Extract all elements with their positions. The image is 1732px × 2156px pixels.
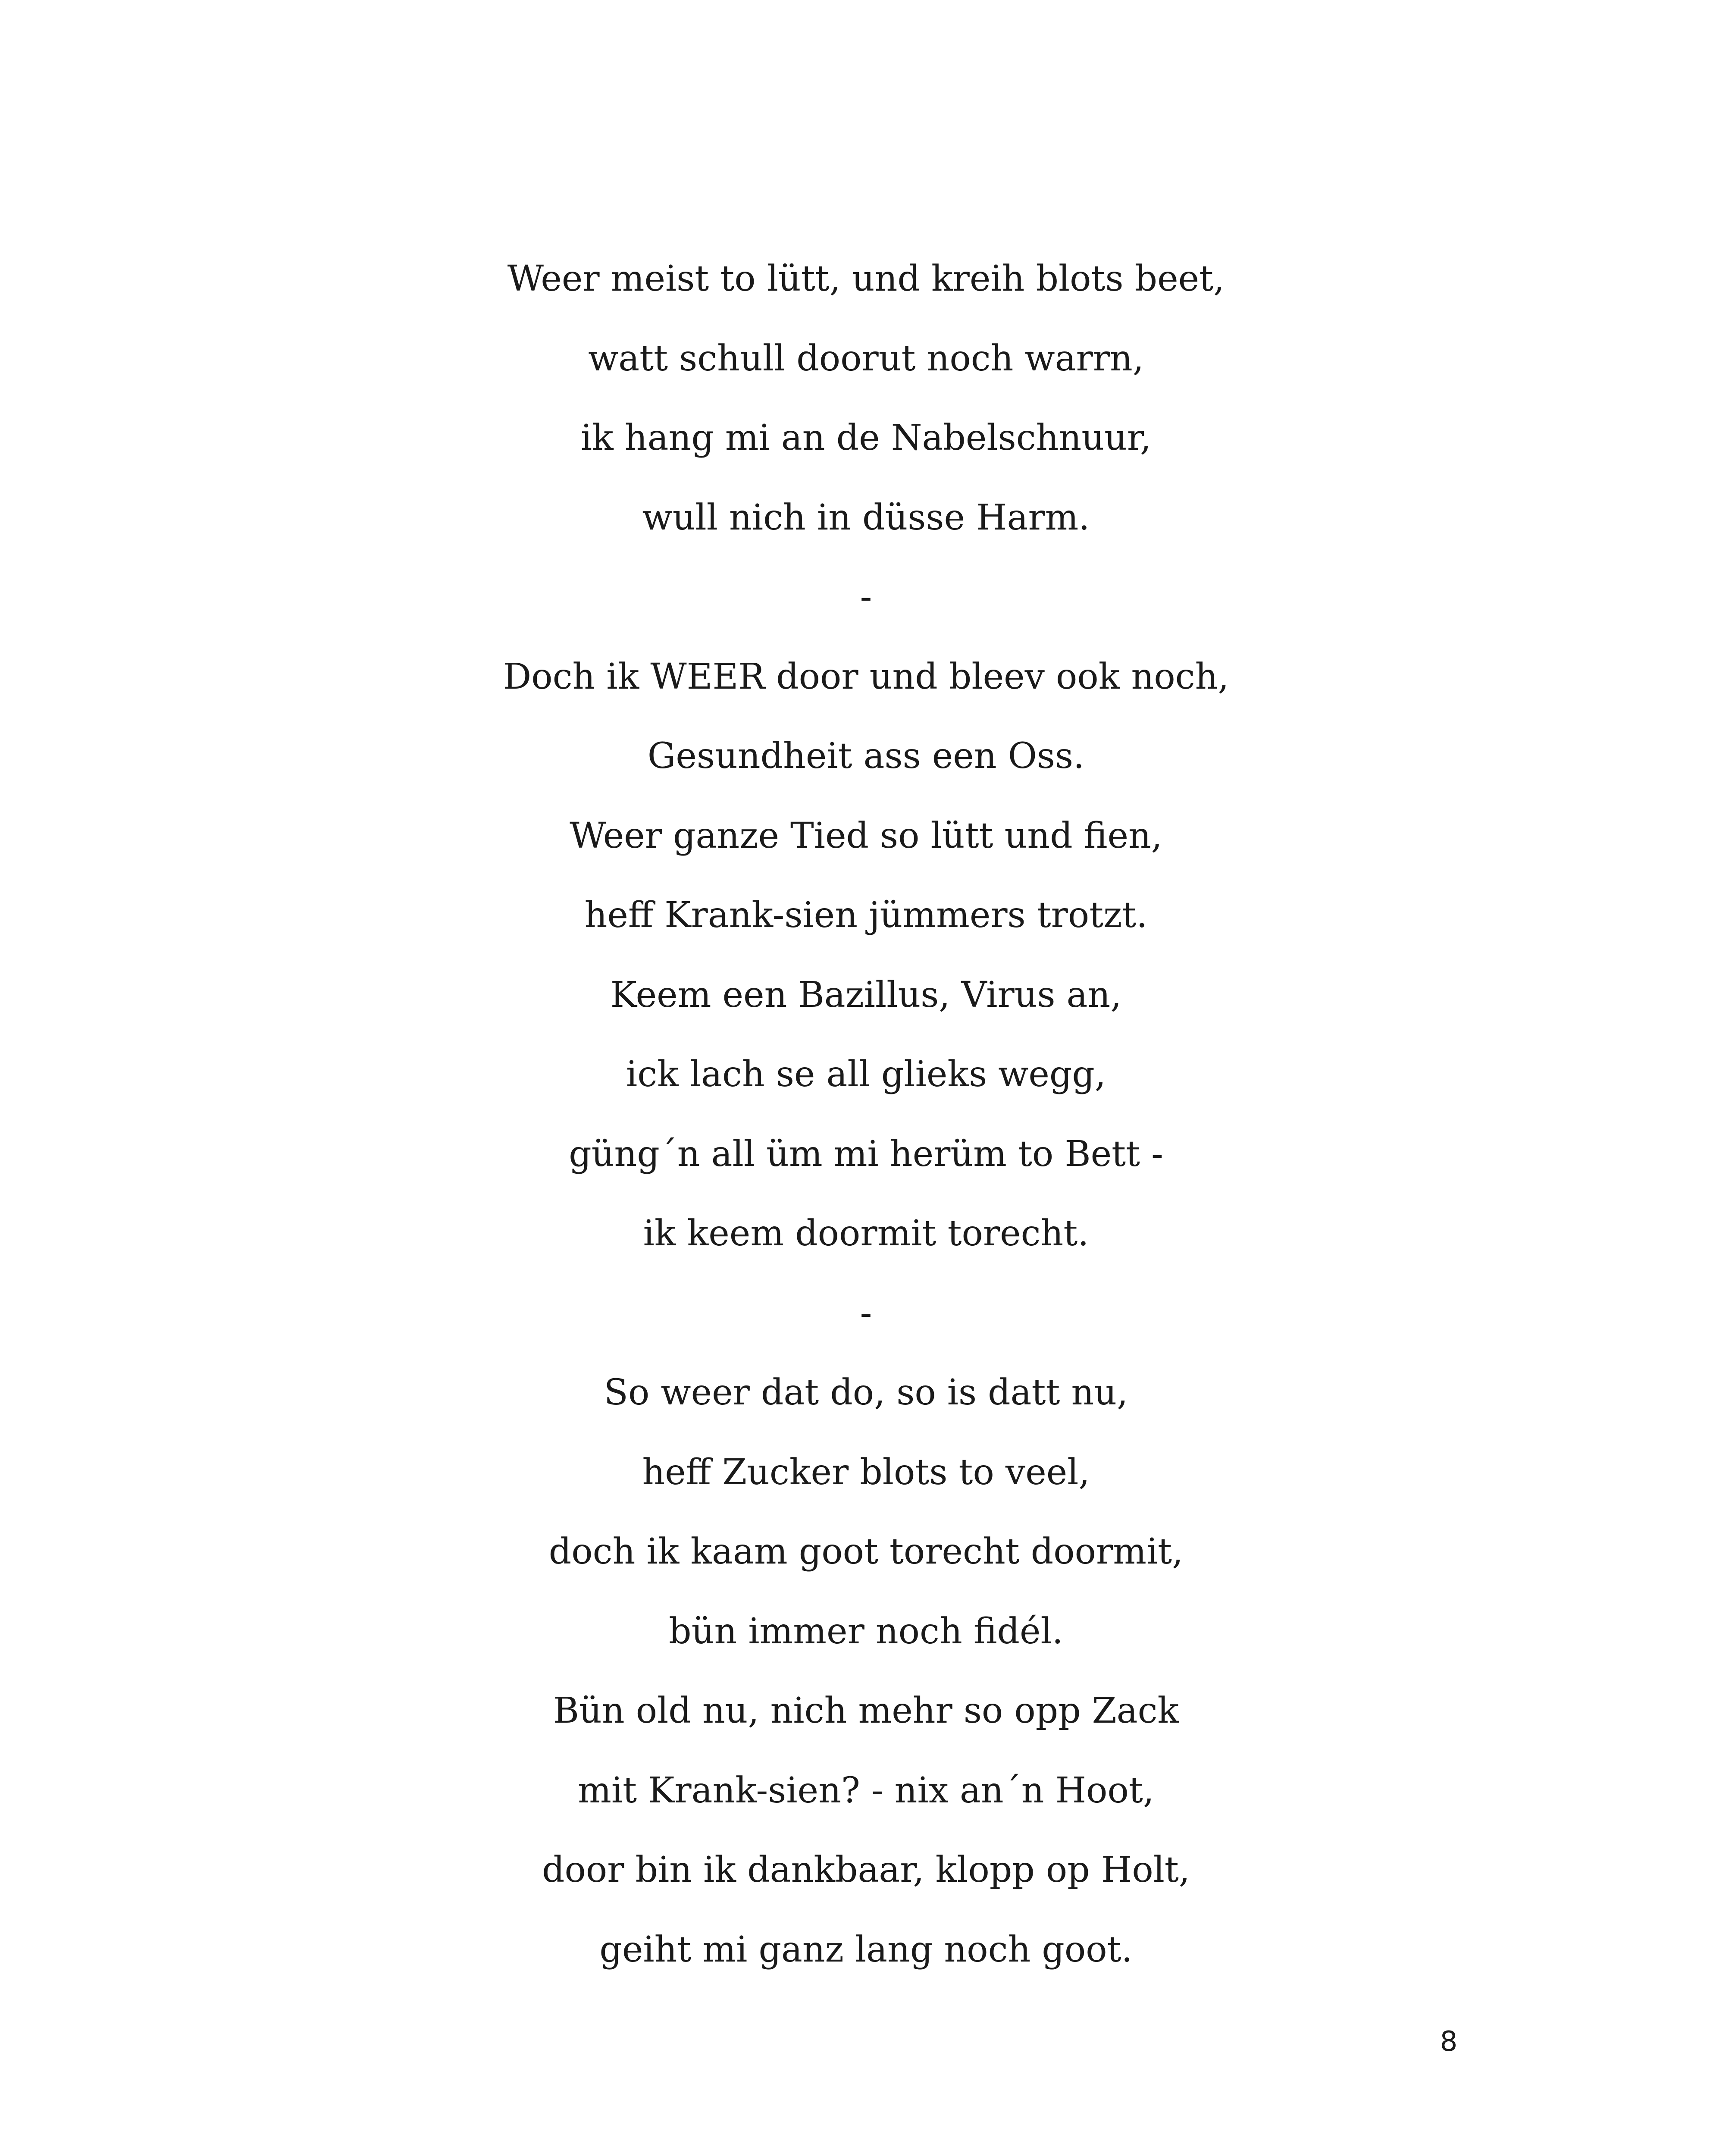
poem-line: doch ik kaam goot torecht doormit,	[548, 1531, 1184, 1572]
poem-line: ik hang mi an de Nabelschnuur,	[580, 417, 1152, 458]
poem-line: heff Krank-sien jümmers trotzt.	[584, 895, 1148, 936]
poem-line: ick lach se all glieks wegg,	[626, 1054, 1106, 1095]
poem-line: ik keem doormit torecht.	[643, 1213, 1089, 1254]
poem-line: mit Krank-sien? - nix an´n Hoot,	[578, 1770, 1154, 1811]
poem-line: Keem een Bazillus, Virus an,	[610, 974, 1122, 1015]
poem-line: Gesundheit ass een Oss.	[647, 736, 1085, 777]
poem-line: Weer ganze Tied so lütt und fien,	[570, 815, 1162, 856]
poem-line: Doch ik WEER door und bleev ook noch,	[503, 656, 1229, 697]
poem-line: Weer meist to lütt, und kreih blots beet,	[507, 258, 1225, 299]
poem-line: watt schull doorut noch warrn,	[588, 338, 1144, 379]
poem-line: door bin ik dankbaar, klopp op Holt,	[542, 1849, 1190, 1890]
stanza-separator: -	[860, 1292, 872, 1334]
poem-line: bün immer noch fidél.	[669, 1611, 1063, 1652]
page-number: 8	[1440, 2026, 1458, 2058]
poem-line: wull nich in düsse Harm.	[642, 497, 1090, 538]
poem-line: So weer dat do, so is datt nu,	[604, 1372, 1128, 1413]
poem-line: heff Zucker blots to veel,	[642, 1451, 1090, 1493]
poem	[0, 239, 1732, 1990]
poem-line: Bün old nu, nich mehr so opp Zack	[553, 1690, 1179, 1731]
stanza-separator: -	[860, 577, 872, 617]
poem-line: güng´n all üm mi herüm to Bett -	[569, 1133, 1163, 1175]
poem-line: geiht mi ganz lang noch goot.	[599, 1929, 1133, 1970]
